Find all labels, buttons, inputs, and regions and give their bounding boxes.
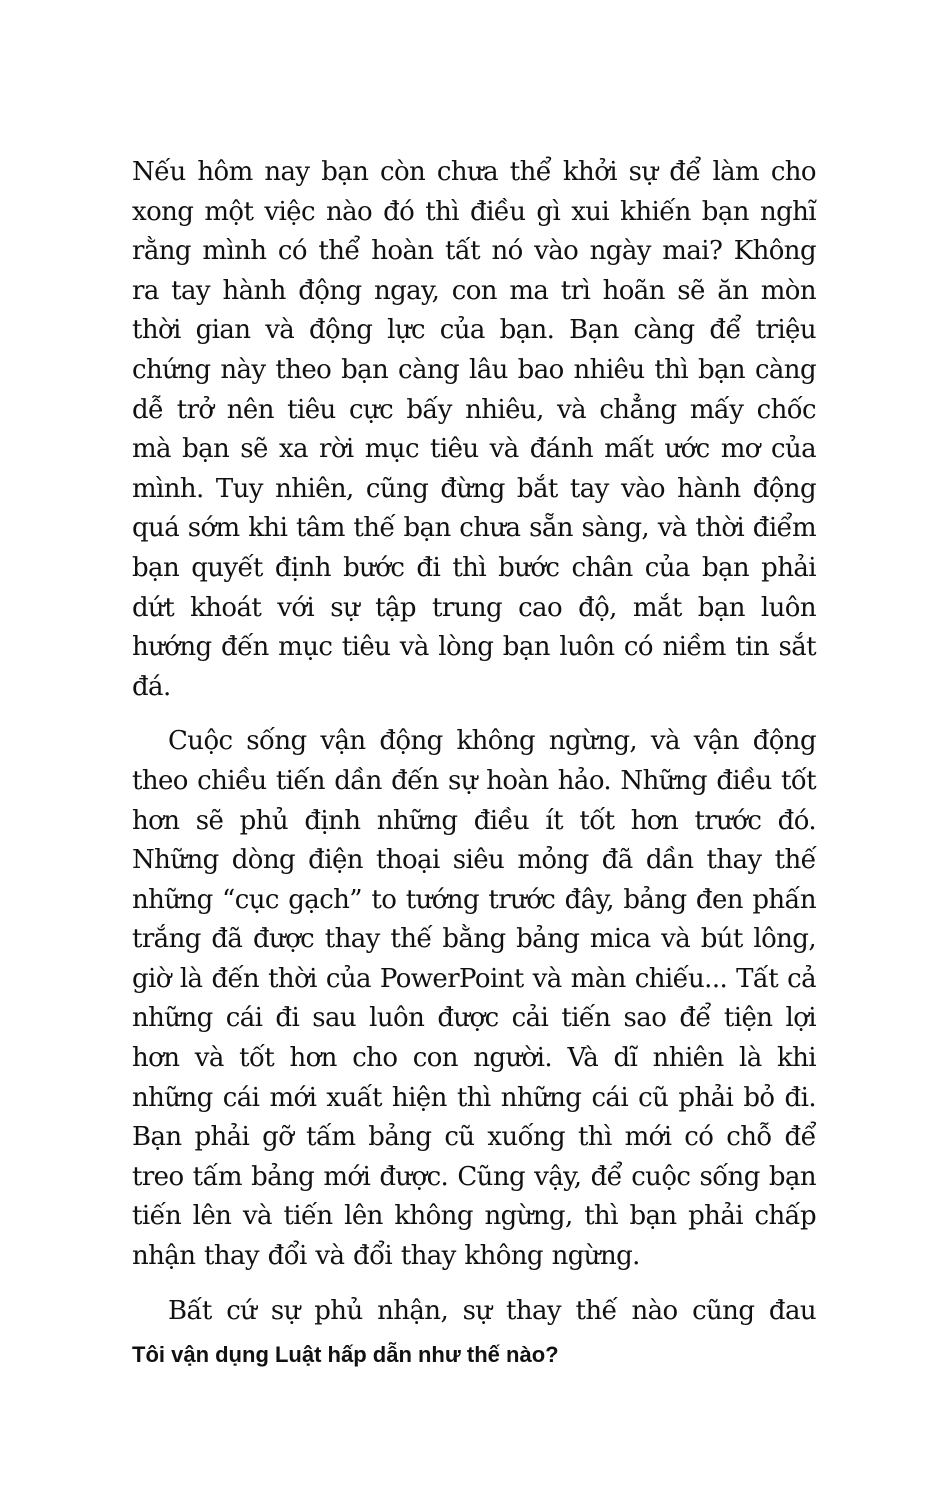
paragraph-1: Nếu hôm nay bạn còn chưa thể khởi sự để làm cho xong một việc nào đó thì điều gì xui khiến bạn nghĩ rằng mình có thể hoàn tất nó vào ngày mai? Không ra tay hành động ngay, con ma trì hoãn sẽ ăn mòn thời gian và động lực của bạn. Bạn càng để triệu chứng này theo bạn càng lâu bao nhiêu thì bạn càng dễ trở nên tiêu cực bấy nhiêu, và chẳng mấy chốc mà bạn sẽ xa rời mục tiêu và đánh mất ước mơ của mình. Tuy nhiên, cũng đừng bắt tay vào hành động quá sớm khi tâm thế bạn chưa sẵn sàng, và thời điểm bạn quyết định bước đi thì bước chân của bạn phải dứt khoát với sự tập trung cao độ, mắt bạn luôn hướng đến mục tiêu và lòng bạn luôn có niềm tin sắt đá.	[132, 157, 816, 702]
paragraph-3: Bất cứ sự phủ nhận, sự thay thế nào cũng đau	[168, 1295, 816, 1326]
page-body	[132, 153, 816, 1331]
page-footer-book-title: Tôi vận dụng Luật hấp dẫn như thế nào?	[132, 1342, 559, 1367]
paragraph-2: Cuộc sống vận động không ngừng, và vận động theo chiều tiến dần đến sự hoàn hảo. Những điều tốt hơn sẽ phủ định những điều ít tốt hơn trước đó. Những dòng điện thoại siêu mỏng đã dần thay thế những “cục gạch” to tướng trước đây, bảng đen phấn trắng đã được thay thế bằng bảng mica và bút lông, giờ là đến thời của PowerPoint và màn chiếu... Tất cả những cái đi sau luôn được cải tiến sao để tiện lợi hơn và tốt hơn cho con người. Và dĩ nhiên là khi những cái mới xuất hiện thì những cái cũ phải bỏ đi. Bạn phải gỡ tấm bảng cũ xuống thì mới có chỗ để treo tấm bảng mới được. Cũng vậy, để cuộc sống bạn tiến lên và tiến lên không ngừng, thì bạn phải chấp nhận thay đổi và đổi thay không ngừng.	[132, 726, 816, 1272]
